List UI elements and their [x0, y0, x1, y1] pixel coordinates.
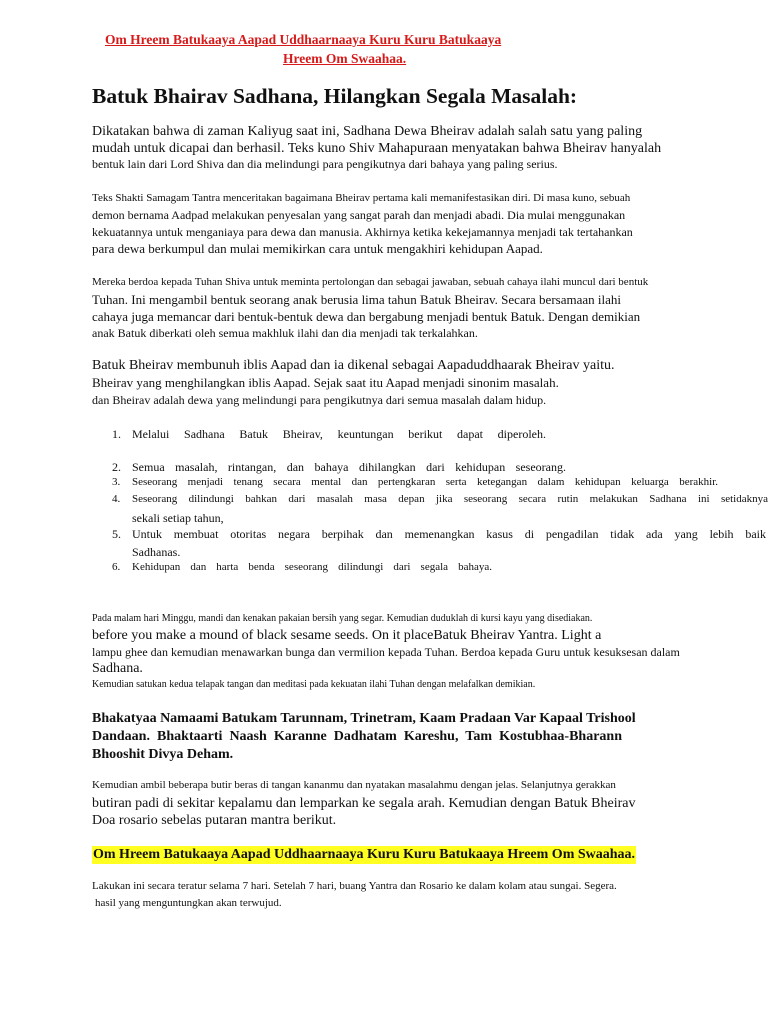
list-number: 5. [112, 527, 121, 541]
p3-line-4: anak Batuk diberkati oleh semua makhluk ilahi dan dia menjadi tak terkalahkan. [92, 326, 478, 340]
list-item-3: Seseorang menjadi tenang secara mental dan pertengkaran serta ketegangan dalam kehidupan keluarga berakhir. [132, 476, 718, 488]
p2-line-3: kekuatannya untuk menganiaya para dewa dan manusia. Akhirnya ketika kekejamannya menjadi tak tertahankan [92, 225, 633, 239]
p4-line-3: dan Bheirav adalah dewa yang melindungi para pengikutnya dari semua masalah dalam hidup. [92, 393, 547, 407]
p1-line-3: bentuk lain dari Lord Shiva dan dia melindungi para pengikutnya dari bahaya yang paling serius. [92, 157, 558, 171]
list-number: 3. [112, 476, 121, 488]
p3-line-1: Mereka berdoa kepada Tuhan Shiva untuk meminta pertolongan dan sebagai jawaban, sebuah cahaya ilahi muncul dari bentuk [92, 276, 649, 288]
verse-line-3: Bhooshit Divya Deham. [92, 747, 234, 762]
p7-line-1: Lakukan ini secara teratur selama 7 hari. Setelah 7 hari, buang Yantra dan Rosario ke dalam kolam atau sungai. Segera. [92, 880, 617, 892]
p2-line-2: demon bernama Aadpad melakukan penyesalan yang sangat parah dan menjadi abadi. Dia mulai menggunakan [92, 208, 626, 222]
list-item-6: Kehidupan dan harta benda seseorang dilindungi dari segala bahaya. [132, 561, 492, 573]
list-number: 4. [112, 493, 121, 505]
p6-line-1: Kemudian ambil beberapa butir beras di tangan kananmu dan nyatakan masalahmu dengan jelas. Selanjutnya gerakkan [92, 779, 616, 791]
p3-line-2: Tuhan. Ini mengambil bentuk seorang anak berusia lima tahun Batuk Bheirav. Secara bersamaan ilahi [92, 292, 621, 307]
p5-line-1: Pada malam hari Minggu, mandi dan kenakan pakaian bersih yang segar. Kemudian duduklah di kursi kayu yang disediakan. [92, 613, 593, 624]
p4-line-1: Batuk Bheirav membunuh iblis Aapad dan ia dikenal sebagai Aapaduddhaarak Bheirav yaitu. [92, 358, 615, 373]
list-item-2: Semua masalah, rintangan, dan bahaya dihilangkan dari kehidupan seseorang. [132, 460, 566, 474]
list-item-4-cont: sekali setiap tahun, [132, 511, 224, 525]
p6-line-2: butiran padi di sekitar kepalamu dan lemparkan ke segala arah. Kemudian dengan Batuk Bheirav [92, 796, 636, 811]
highlighted-mantra: Om Hreem Batukaaya Aapad Uddhaarnaaya Kuru Kuru Batukaaya Hreem Om Swaahaa. [93, 847, 636, 862]
p5-line-4: Sadhana. [92, 661, 143, 676]
top-mantra-line-2: Hreem Om Swaahaa. [283, 51, 407, 66]
p2-line-1: Teks Shakti Samagam Tantra menceritakan bagaimana Bheirav pertama kali memanifestasikan diri. Di masa kuno, sebuah [92, 192, 631, 204]
top-mantra-line-1: Om Hreem Batukaaya Aapad Uddhaarnaaya Kuru Kuru Batukaaya [105, 32, 502, 47]
list-item-5-cont: Sadhanas. [132, 545, 181, 559]
list-item-5: Untuk membuat otoritas negara berpihak dan memenangkan kasus di pengadilan tidak ada yang lebih baik [132, 527, 766, 541]
p1-line-2: mudah untuk dicapai dan berhasil. Teks kuno Shiv Mahapuraan menyatakan bahwa Bheirav hanyalah [92, 141, 662, 156]
p5-line-2: before you make a mound of black sesame seeds. On it placeBatuk Bheirav Yantra. Light a [92, 628, 602, 643]
verse-line-1: Bhakatyaa Namaami Batukam Tarunnam, Trinetram, Kaam Pradaan Var Kapaal Trishool [92, 711, 636, 726]
list-number: 6. [112, 561, 121, 573]
list-number: 1. [112, 427, 121, 441]
list-item-1: Melalui Sadhana Batuk Bheirav, keuntungan berikut dapat diperoleh. [132, 427, 546, 441]
p2-line-4: para dewa berkumpul dan mulai memikirkan cara untuk mengakhiri kehidupan Aapad. [92, 241, 543, 256]
list-item-4: Seseorang dilindungi bahkan dari masalah masa depan jika seseorang secara rutin melakukan Sadhana ini setidaknya [132, 493, 768, 505]
p3-line-3: cahaya juga memancar dari bentuk-bentuk dewa dan bergabung menjadi bentuk Batuk. Dengan demikian [92, 309, 641, 324]
p7-line-2: hasil yang menguntungkan akan terwujud. [95, 897, 282, 909]
p4-line-2: Bheirav yang menghilangkan iblis Aapad. Sejak saat itu Aapad menjadi sinonim masalah. [92, 375, 559, 390]
p6-line-3: Doa rosario sebelas putaran mantra berikut. [92, 813, 337, 828]
p5-line-5: Kemudian satukan kedua telapak tangan dan meditasi pada kekuatan ilahi Tuhan dengan melafalkan demikian. [92, 679, 536, 690]
page-title: Batuk Bhairav Sadhana, Hilangkan Segala Masalah: [92, 84, 578, 108]
verse-line-2: Dandaan. Bhaktaarti Naash Karanne Dadhatam Kareshu, Tam Kostubhaa-Bharann [92, 729, 622, 744]
list-number: 2. [112, 460, 121, 474]
p5-line-3: lampu ghee dan kemudian menawarkan bunga dan vermilion kepada Tuhan. Berdoa kepada Guru untuk kesuksesan dalam [92, 645, 680, 659]
p1-line-1: Dikatakan bahwa di zaman Kaliyug saat ini, Sadhana Dewa Bheirav adalah salah satu yang paling [92, 124, 643, 139]
